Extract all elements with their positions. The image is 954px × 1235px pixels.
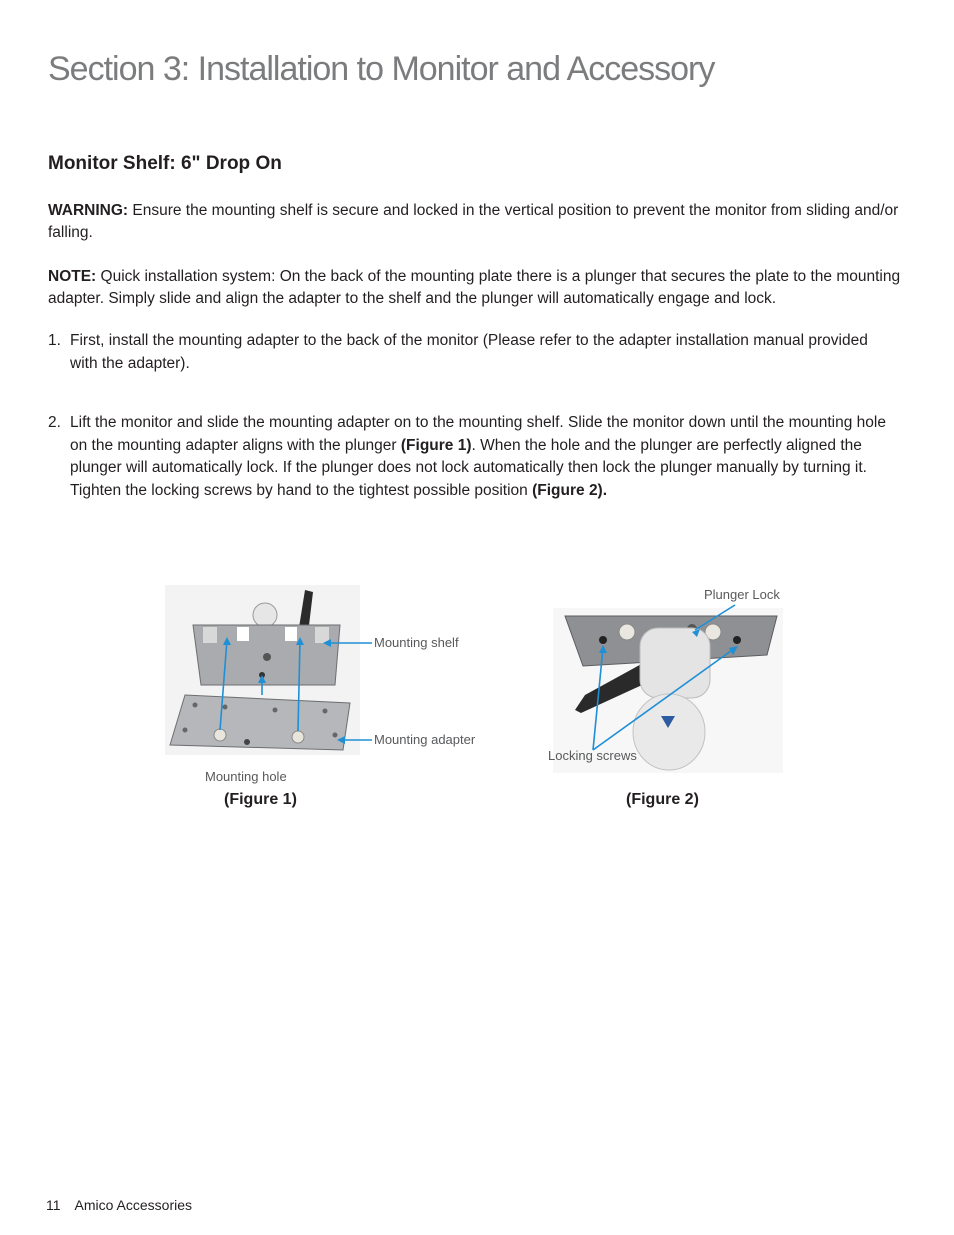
step-number: 1. xyxy=(48,332,61,349)
figure-1-image xyxy=(165,585,465,755)
figure-2-reference: (Figure 2). xyxy=(532,481,608,499)
mounting-hole-label: Mounting hole xyxy=(205,769,287,784)
warning-text: Ensure the mounting shelf is secure and locked in the vertical position to prevent the monitor from sliding and/or falling. xyxy=(48,202,899,241)
figure-2-caption: (Figure 2) xyxy=(626,791,699,808)
mounting-adapter-label: Mounting adapter xyxy=(374,732,476,747)
note-paragraph xyxy=(48,266,908,310)
warning-paragraph xyxy=(48,200,908,244)
figure-1-caption: (Figure 1) xyxy=(224,791,297,808)
step-2 xyxy=(48,412,898,502)
locking-screws-label: Locking screws xyxy=(548,748,637,763)
step-number: 2. xyxy=(48,414,61,431)
plunger-lock-label: Plunger Lock xyxy=(704,587,780,602)
document-name: Amico Accessories xyxy=(74,1197,193,1213)
page-number: 11 xyxy=(46,1197,61,1213)
page-title: Section 3: Installation to Monitor and Accessory xyxy=(48,50,715,88)
figure-1-reference: (Figure 1) xyxy=(400,436,472,454)
step-text: Lift the monitor and slide the mounting adapter on to the mounting shelf. Slide the monitor down until the mounting hole on the mounting adapter aligns with the plunger (Figure 1). When the hole and the plunger are perfectly aligned the plunger will automatically lock. If the plunger does not lock automatically then lock the plunger manually by turning it. Tighten the locking screws by hand to the tightest possible position (Figure 2). xyxy=(70,414,886,499)
note-text: Quick installation system: On the back of the mounting plate there is a plunger that secures the plate to the mounting adapter. Simply slide and align the adapter to the shelf and the plunger will automatically engage and lock. xyxy=(48,268,901,307)
section-heading: Monitor Shelf: 6" Drop On xyxy=(48,153,282,174)
step-1 xyxy=(48,330,898,375)
mounting-shelf-label: Mounting shelf xyxy=(374,635,459,650)
note-label: NOTE: xyxy=(48,268,97,285)
warning-label: WARNING: xyxy=(48,202,129,219)
step-text: First, install the mounting adapter to the back of the monitor (Please refer to the adapter installation manual provided with the adapter). xyxy=(70,332,868,372)
page-footer xyxy=(46,1197,206,1213)
